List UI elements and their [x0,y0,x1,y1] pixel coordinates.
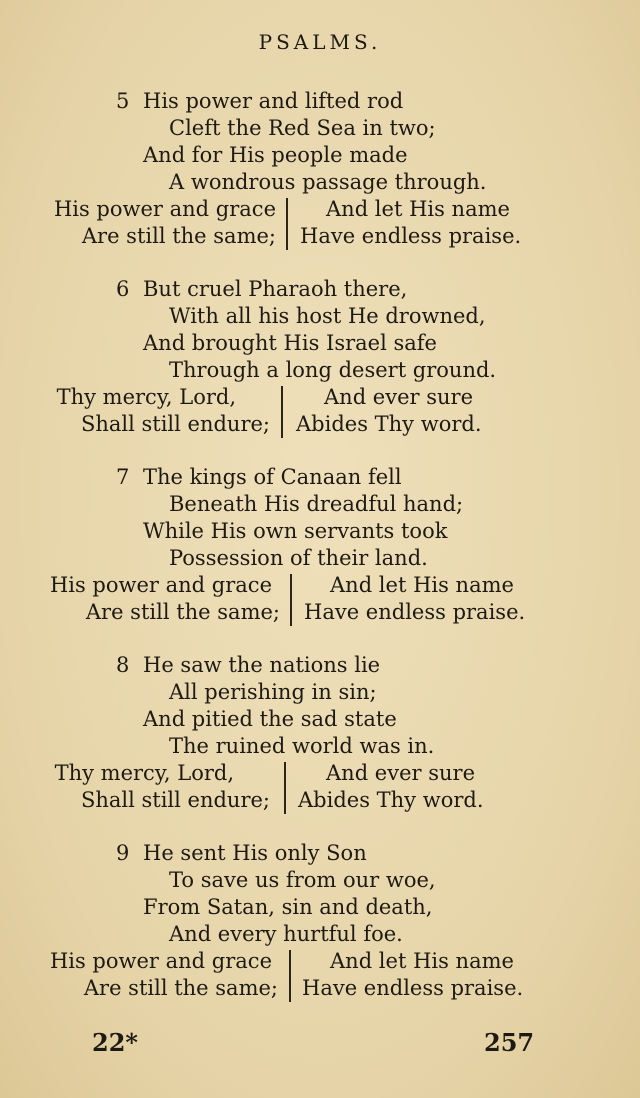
verse-line: And every hurtful foe. [169,922,403,946]
refrain-right-line: And ever sure [326,761,476,785]
verse-line: He saw the nations lie [143,653,381,677]
stanza-number: 7 [116,465,130,489]
refrain-left-line: Thy mercy, Lord, [54,761,234,785]
refrain-right-line: Have endless praise. [304,600,526,624]
verse-line: Through a long desert ground. [169,358,497,382]
refrain-left-line: Shall still endure; [80,788,270,812]
page-header: PSALMS. [258,30,382,54]
stanza-number: 9 [116,841,130,865]
refrain-left-line: Are still the same; [83,976,278,1000]
verse-line: But cruel Pharaoh there, [143,277,408,301]
verse-line: With all his host He drowned, [169,304,486,328]
verse-line: The ruined world was in. [169,734,435,758]
signature-mark: 22* [92,1028,138,1057]
page-number: 257 [484,1028,535,1057]
refrain-right-line: And ever sure [324,385,474,409]
refrain-divider [286,198,288,250]
refrain-left-line: Are still the same; [85,600,280,624]
refrain-left-line: Are still the same; [81,224,276,248]
refrain-right-line: Abides Thy word. [296,412,482,436]
verse-line: And brought His Israel safe [143,331,437,355]
verse-line: A wondrous passage through. [169,170,487,194]
stanza-number: 5 [116,89,130,113]
verse-line: The kings of Canaan fell [143,465,402,489]
refrain-right-line: And let His name [330,949,514,973]
refrain-left-line: His power and grace [49,573,272,597]
refrain-right-line: Have endless praise. [302,976,524,1000]
stanza-number: 8 [116,653,130,677]
refrain-divider [290,574,292,626]
refrain-divider [284,762,286,814]
refrain-left-line: His power and grace [49,949,272,973]
verse-line: His power and lifted rod [143,89,404,113]
refrain-left-line: His power and grace [53,197,276,221]
verse-line: Beneath His dreadful hand; [169,492,464,516]
verse-line: Cleft the Red Sea in two; [169,116,436,140]
stanza-number: 6 [116,277,130,301]
verse-line: To save us from our woe, [169,868,436,892]
verse-line: From Satan, sin and death, [143,895,433,919]
refrain-right-line: And let His name [326,197,510,221]
refrain-left-line: Shall still endure; [80,412,270,436]
verse-line: And pitied the sad state [143,707,397,731]
refrain-left-line: Thy mercy, Lord, [56,385,236,409]
refrain-divider [289,950,291,1002]
verse-line: While His own servants took [143,519,448,543]
refrain-right-line: Have endless praise. [300,224,522,248]
refrain-right-line: Abides Thy word. [298,788,484,812]
verse-line: All perishing in sin; [169,680,377,704]
verse-line: And for His people made [143,143,408,167]
refrain-right-line: And let His name [330,573,514,597]
verse-line: Possession of their land. [169,546,428,570]
verse-line: He sent His only Son [143,841,367,865]
refrain-divider [281,386,283,438]
